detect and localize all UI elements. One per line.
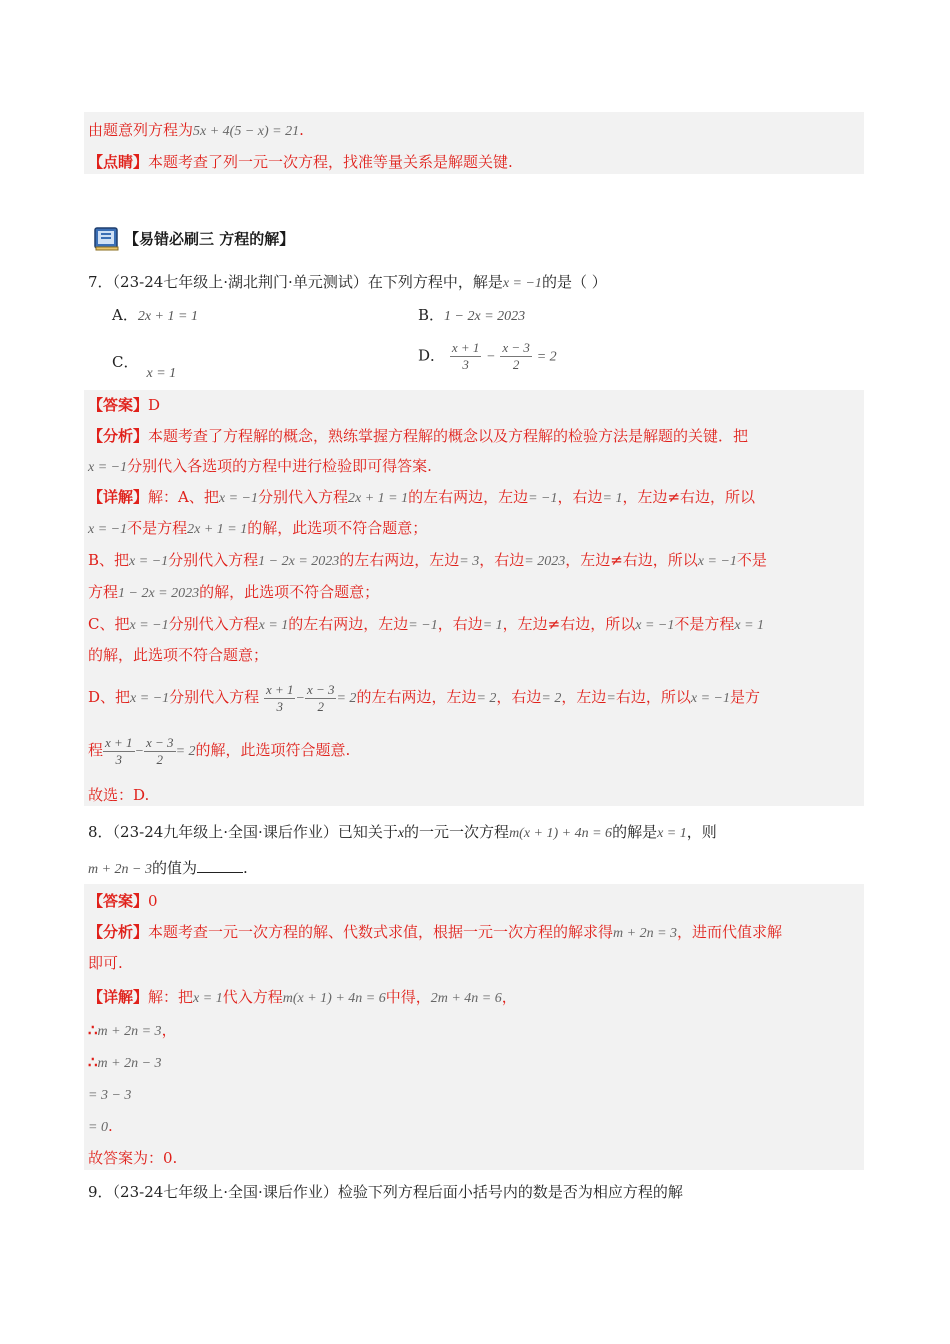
detail-math: x = 1 xyxy=(258,618,289,633)
detail-text: 的左右两边，左边 xyxy=(408,488,529,506)
q8-stem-line-2 xyxy=(88,858,248,880)
option-d-fraction-2 xyxy=(500,340,532,373)
step-math: = 3 − 3 xyxy=(88,1088,132,1103)
detail-math: 2m + 4n = 6 xyxy=(430,991,502,1006)
answer-tag: 【答案】 xyxy=(88,892,149,910)
step-text: . xyxy=(107,1117,113,1135)
q8-stem-line-1 xyxy=(88,822,717,844)
detail-text: 的解，此选项符合题意. xyxy=(195,741,351,759)
therefore-symbol: ∴ xyxy=(88,1021,98,1039)
q7-source: （23-24七年级上·湖北荆门·单元测试）在下列方程中，解是 xyxy=(112,273,503,291)
detail-tag: 【详解】 xyxy=(88,488,149,506)
detail-text: 的左右两边，左边 xyxy=(339,551,460,569)
detail-math: − xyxy=(134,744,145,759)
detail-text: 右边，所以 xyxy=(615,688,691,706)
detail-math: = xyxy=(606,691,616,706)
q7-condition: x = −1 xyxy=(502,276,542,291)
q7-detail-a-line-1 xyxy=(88,487,755,509)
detail-text: 的解，此选项不符合题意； xyxy=(199,583,380,601)
q8-analysis-line-2 xyxy=(88,953,123,973)
prev-eq-math: 5x + 4(5 − x) = 21 xyxy=(193,124,300,139)
fraction-denominator: 2 xyxy=(512,357,520,372)
analysis-tag: 【分析】 xyxy=(88,923,149,941)
prev-eq-intro: 由题意列方程为 xyxy=(88,121,194,139)
analysis-text: ，进而代值求解 xyxy=(677,923,783,941)
detail-math: 2x + 1 = 1 xyxy=(347,491,409,506)
fraction-denominator: 3 xyxy=(276,698,283,714)
fraction-numerator: x − 3 xyxy=(146,734,174,750)
detail-math: x = 1 xyxy=(193,991,223,1006)
detail-text: 是方 xyxy=(729,688,760,706)
fraction-numerator: x + 1 xyxy=(451,340,480,355)
detail-text: ，右边 xyxy=(437,615,483,633)
answer-tag: 【答案】 xyxy=(88,396,149,414)
detail-math: 1 − 2x = 2023 xyxy=(118,586,200,601)
detail-text: 的左右两边，左边 xyxy=(288,615,409,633)
option-c-label: C． xyxy=(112,353,139,371)
step-math: = 0 xyxy=(88,1120,108,1135)
detail-text: ，左边 xyxy=(561,688,607,706)
detail-math: x = −1 xyxy=(697,554,737,569)
q8-conclusion xyxy=(88,1148,177,1168)
q7-stem xyxy=(88,272,607,294)
detail-text: ， xyxy=(501,988,517,1006)
q8-equation: m(x + 1) + 4n = 6 xyxy=(509,826,613,841)
q7-detail-b-line-2 xyxy=(88,582,379,604)
detail-text: 的解，此选项不符合题意； xyxy=(88,646,269,664)
therefore-symbol: ∴ xyxy=(88,1053,98,1071)
section-heading xyxy=(92,222,294,254)
q8-text: . xyxy=(243,859,248,877)
fraction-denominator: 3 xyxy=(462,357,469,372)
q7-answer: D xyxy=(148,396,161,414)
q8-step-1 xyxy=(88,1020,177,1042)
detail-math: = 2 xyxy=(541,691,562,706)
detail-math: = −1 xyxy=(408,618,438,633)
detail-math: 2x + 1 = 1 xyxy=(187,522,248,537)
q8-var: x xyxy=(397,826,405,841)
analysis-tag: 【分析】 xyxy=(88,427,149,445)
q7-analysis-math: x = −1 xyxy=(88,460,128,475)
detail-math: x = −1 xyxy=(690,691,730,706)
q8-answer: 0 xyxy=(148,892,158,910)
q7-option-d xyxy=(418,340,557,373)
analysis-text: 即可. xyxy=(88,954,123,972)
detail-math: = −1 xyxy=(528,491,558,506)
q8-solution: x = 1 xyxy=(657,826,687,841)
detail-math: m(x + 1) + 4n = 6 xyxy=(282,991,386,1006)
fraction-numerator: x − 3 xyxy=(502,340,530,355)
detail-text: ，左边≠右边，所以 xyxy=(502,615,636,633)
option-d-label: D． xyxy=(418,346,446,365)
detail-fraction-1 xyxy=(103,735,135,768)
detail-text: C、把 xyxy=(88,615,130,633)
prev-comment-line xyxy=(88,152,513,172)
q7-tail: 的是（ ） xyxy=(541,273,607,291)
detail-text: 分别代入方程 xyxy=(169,688,260,706)
q8-number: 8． xyxy=(88,823,113,841)
q7-detail-c-line-1 xyxy=(88,614,764,636)
option-b-label: B． xyxy=(418,306,445,324)
detail-fraction-1 xyxy=(264,682,296,715)
q8-step-3 xyxy=(88,1084,131,1106)
fraction-denominator: 2 xyxy=(317,698,324,714)
detail-text: 分别代入方程 xyxy=(168,615,259,633)
detail-text: 中得， xyxy=(385,988,431,1006)
fraction-denominator: 2 xyxy=(156,751,164,767)
detail-math: = 1 xyxy=(482,618,503,633)
step-math: m + 2n = 3 xyxy=(97,1024,162,1039)
option-d-fraction-1 xyxy=(450,340,482,373)
q8-step-4 xyxy=(88,1116,113,1138)
q7-answer-line xyxy=(88,395,160,415)
q7-detail-d-line-2 xyxy=(88,730,350,772)
detail-tag: 【详解】 xyxy=(88,988,149,1006)
detail-fraction-2 xyxy=(305,682,337,715)
q8-detail-line-1 xyxy=(88,987,517,1009)
detail-text: 程 xyxy=(88,741,104,759)
prev-equation-line xyxy=(88,120,304,142)
detail-text: 不是方程 xyxy=(127,519,188,537)
q8-text: 的一元一次方程 xyxy=(404,823,510,841)
detail-text: 解：把 xyxy=(148,988,194,1006)
q8-source: （23-24九年级上·全国·课后作业）已知关于 xyxy=(112,823,398,841)
q8-analysis-line-1 xyxy=(88,922,782,944)
fraction-numerator: x + 1 xyxy=(265,681,294,697)
q7-conclusion xyxy=(88,785,149,805)
q8-expression: m + 2n − 3 xyxy=(88,862,153,877)
section-title: 【易错必刷三 方程的解】 xyxy=(124,229,295,248)
conclusion-text: 故选：D. xyxy=(88,786,150,804)
q7-option-b xyxy=(418,305,525,327)
detail-text: 的解，此选项不符合题意； xyxy=(247,519,428,537)
q9-stem xyxy=(88,1182,683,1202)
option-b-math: 1 − 2x = 2023 xyxy=(444,309,526,324)
q7-number: 7． xyxy=(88,273,113,291)
option-d-rhs: = 2 xyxy=(536,349,557,365)
detail-text: D、把 xyxy=(88,688,131,706)
detail-math: x = −1 xyxy=(129,618,169,633)
option-d-minus: − xyxy=(486,349,496,365)
option-c-math: x = 1 xyxy=(146,366,177,381)
prev-eq-end: . xyxy=(299,121,304,139)
detail-text: ，左边≠右边，所以 xyxy=(565,551,698,569)
q7-analysis-text-1: 本题考查了方程解的概念，熟练掌握方程解的概念以及方程解的检验方法是解题的关键．把 xyxy=(148,427,749,445)
detail-text: 解：A、把 xyxy=(148,488,219,506)
analysis-math: m + 2n = 3 xyxy=(613,926,678,941)
q8-text: 的解是 xyxy=(612,823,658,841)
option-a-label: A． xyxy=(112,306,138,324)
detail-fraction-2 xyxy=(144,735,176,768)
book-icon xyxy=(92,223,122,253)
q7-detail-b-line-1 xyxy=(88,550,767,572)
detail-text: 方程 xyxy=(88,583,119,601)
detail-math: x = 1 xyxy=(734,618,765,633)
comment-text: 本题考查了列一元一次方程，找准等量关系是解题关键. xyxy=(148,153,513,171)
detail-text: B、把 xyxy=(88,551,130,569)
answer-blank[interactable] xyxy=(197,858,243,873)
detail-math: = 2 xyxy=(175,744,196,759)
detail-math: 1 − 2x = 2023 xyxy=(258,554,340,569)
detail-math: = 2 xyxy=(476,691,497,706)
detail-text: 分别代入方程 xyxy=(168,551,259,569)
detail-math: x = −1 xyxy=(88,522,128,537)
q7-option-a xyxy=(112,305,198,327)
step-math: m + 2n − 3 xyxy=(97,1056,162,1071)
q7-analysis-text-2: 分别代入各选项的方程中进行检验即可得答案. xyxy=(127,457,432,475)
fraction-numerator: x + 1 xyxy=(105,734,133,750)
q8-step-2 xyxy=(88,1052,162,1074)
detail-text: ，左边≠右边，所以 xyxy=(622,488,756,506)
detail-math: = 2023 xyxy=(524,554,566,569)
detail-text: ，右边 xyxy=(496,688,542,706)
fraction-denominator: 3 xyxy=(115,751,123,767)
comment-tag: 【点睛】 xyxy=(88,153,149,171)
detail-text: 不是 xyxy=(736,551,767,569)
detail-math: x = −1 xyxy=(635,618,675,633)
q8-text: 的值为 xyxy=(152,859,198,877)
detail-text: 代入方程 xyxy=(222,988,283,1006)
conclusion-text: 故答案为：0. xyxy=(88,1149,178,1167)
detail-math: x = −1 xyxy=(130,691,170,706)
detail-text: 分别代入方程 xyxy=(257,488,348,506)
detail-text: 不是方程 xyxy=(674,615,735,633)
q7-detail-a-line-2 xyxy=(88,518,427,540)
q7-detail-c-line-2 xyxy=(88,645,268,665)
step-text: ， xyxy=(161,1021,177,1039)
q7-analysis-line-2 xyxy=(88,456,432,478)
q9-text: （23-24七年级上·全国·课后作业）检验下列方程后面小括号内的数是否为相应方程的解 xyxy=(112,1183,683,1201)
fraction-numerator: x − 3 xyxy=(306,681,335,697)
analysis-text: 本题考查一元一次方程的解、代数式求值，根据一元一次方程的解求得 xyxy=(148,923,614,941)
detail-math: = 3 xyxy=(459,554,480,569)
detail-text: 的左右两边，左边 xyxy=(356,688,477,706)
q7-analysis-line-1 xyxy=(88,426,748,446)
detail-math: = 2 xyxy=(336,691,357,706)
q8-text: ，则 xyxy=(686,823,717,841)
detail-math: = 1 xyxy=(602,491,623,506)
detail-text: ，右边 xyxy=(479,551,525,569)
q8-answer-line xyxy=(88,891,158,911)
detail-math: − xyxy=(295,691,305,706)
q7-detail-d-line-1 xyxy=(88,677,760,719)
q9-number: 9． xyxy=(88,1183,113,1201)
q7-option-c xyxy=(112,352,177,381)
detail-math: x = −1 xyxy=(129,554,169,569)
option-a-math: 2x + 1 = 1 xyxy=(137,309,198,324)
detail-math: x = −1 xyxy=(218,491,258,506)
detail-text: ，右边 xyxy=(557,488,603,506)
